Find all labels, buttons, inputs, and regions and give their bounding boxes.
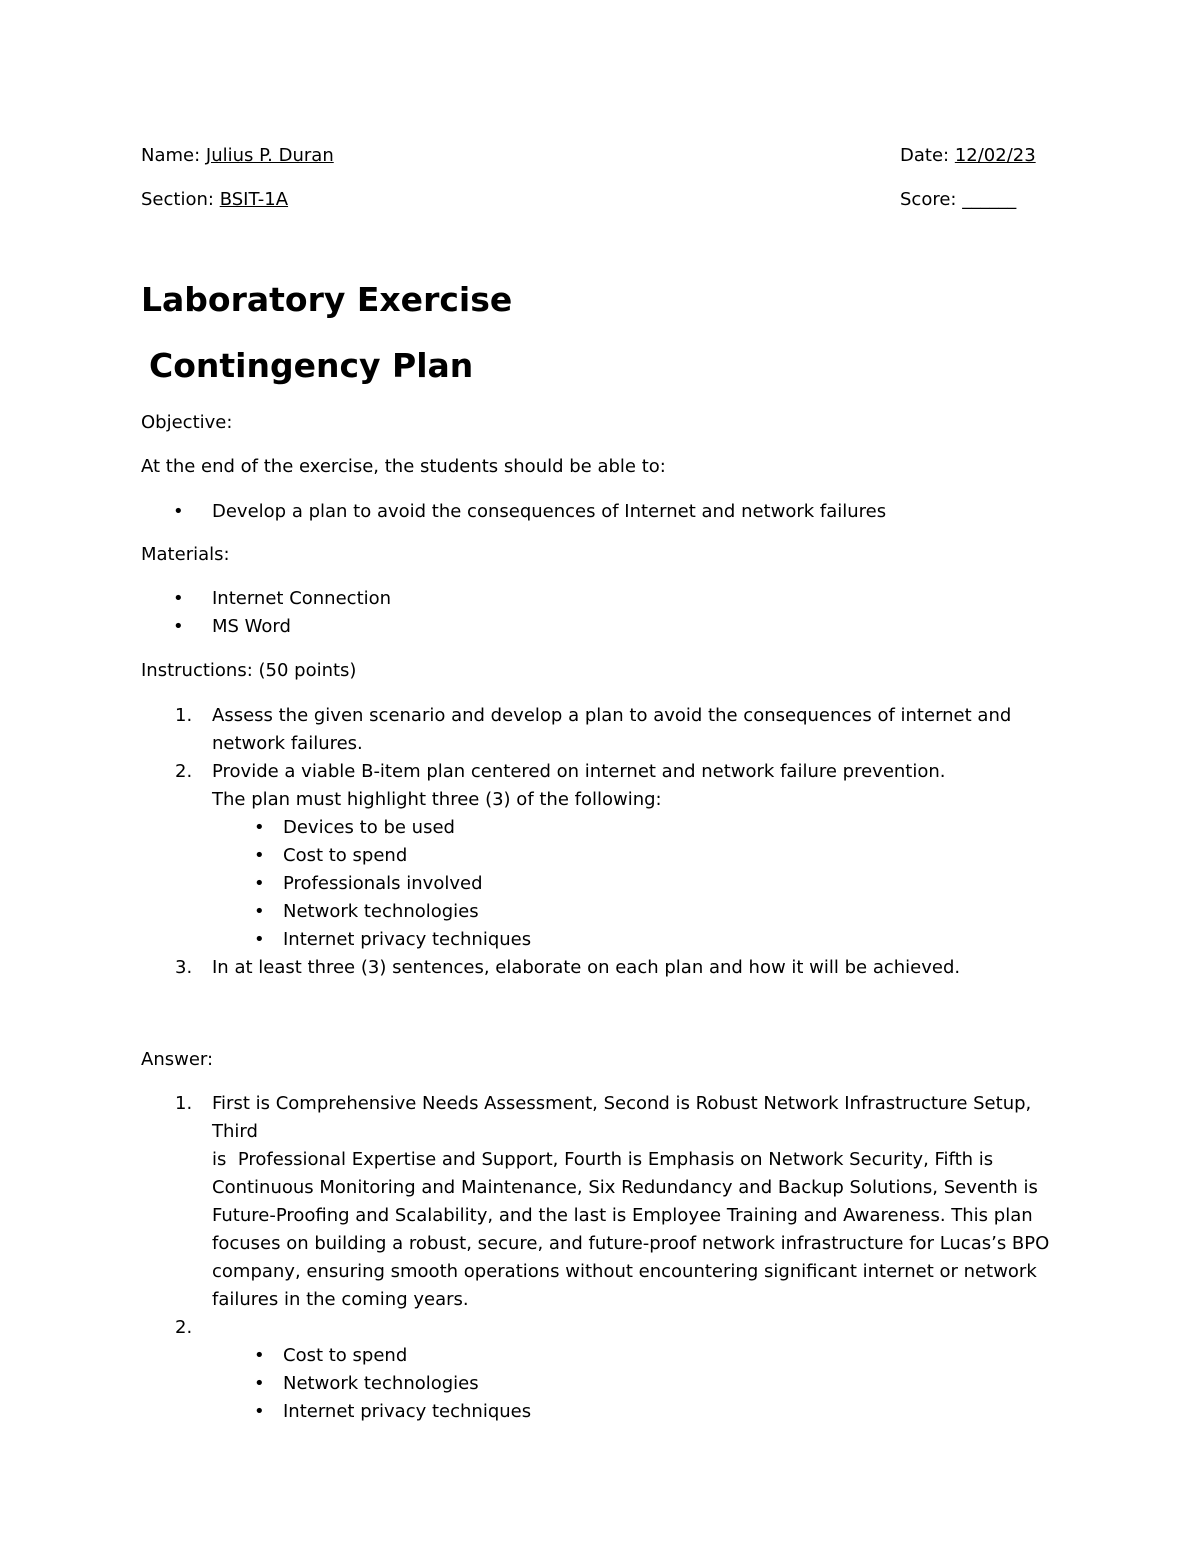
- materials-heading: Materials:: [141, 544, 230, 565]
- document-title: Laboratory Exercise: [141, 280, 513, 319]
- answer-line: Continuous Monitoring and Maintenance, Six Redundancy and Backup Solutions, Seventh is: [212, 1177, 1038, 1198]
- name-value: Julius P. Duran: [205, 145, 334, 166]
- list-number: 1.: [175, 705, 193, 726]
- instruction-text: In at least three (3) sentences, elaborate on each plan and how it will be achieved.: [212, 957, 961, 978]
- name-label: Name:: [141, 145, 201, 166]
- document-subtitle: Contingency Plan: [149, 346, 474, 385]
- instructions-list: [141, 702, 1081, 982]
- list-number: 2.: [175, 1317, 193, 1338]
- list-item: • Internet privacy techniques: [212, 1398, 1081, 1426]
- answer-line: Future-Proofing and Scalability, and the last is Employee Training and Awareness. This plan: [212, 1205, 1033, 1226]
- list-number: 1.: [175, 1093, 193, 1114]
- section-label: Section:: [141, 189, 214, 210]
- empty-line: [212, 1314, 1081, 1342]
- answer-line: focuses on building a robust, secure, and future-proof network infrastructure for Lucas’s BPO: [212, 1233, 1050, 1254]
- list-item: • Internet privacy techniques: [212, 926, 1081, 954]
- answer-sublist: [212, 1342, 1081, 1426]
- list-item: • Network technologies: [212, 898, 1081, 926]
- instructions-heading: Instructions: (50 points): [141, 660, 357, 681]
- list-item: • Professionals involved: [212, 870, 1081, 898]
- objective-list: [141, 498, 1081, 526]
- list-item: [141, 1090, 1081, 1314]
- list-item: • Cost to spend: [212, 1342, 1081, 1370]
- instruction-text: Provide a viable B-item plan centered on internet and network failure prevention.: [212, 761, 946, 782]
- list-item: • Network technologies: [212, 1370, 1081, 1398]
- date-field: [900, 142, 1036, 170]
- list-item: • Internet Connection: [141, 585, 1081, 613]
- date-value: 12/02/23: [954, 145, 1036, 166]
- list-item: • Devices to be used: [212, 814, 1081, 842]
- instruction-text: The plan must highlight three (3) of the following:: [212, 789, 662, 810]
- answer-line: company, ensuring smooth operations without encountering significant internet or network: [212, 1261, 1037, 1282]
- section-value: BSIT-1A: [219, 189, 289, 210]
- list-item: [141, 1314, 1081, 1426]
- score-label: Score:: [900, 189, 957, 210]
- instruction-sublist: [212, 814, 1081, 954]
- section-field: [141, 186, 288, 214]
- list-number: 3.: [175, 957, 193, 978]
- answer-heading: Answer:: [141, 1049, 214, 1070]
- answer-line: First is Comprehensive Needs Assessment, Second is Robust Network Infrastructure Setup, Third: [212, 1093, 1032, 1142]
- answer-line: is Professional Expertise and Support, Fourth is Emphasis on Network Security, Fifth is: [212, 1149, 994, 1170]
- objective-intro: At the end of the exercise, the students should be able to:: [141, 456, 666, 477]
- list-item: [141, 758, 1081, 954]
- score-field: [900, 186, 1016, 214]
- answer-line: failures in the coming years.: [212, 1289, 469, 1310]
- list-number: 2.: [175, 761, 193, 782]
- objective-heading: Objective:: [141, 412, 233, 433]
- list-item: • MS Word: [141, 613, 1081, 641]
- list-item: [141, 702, 1081, 758]
- list-item: • Develop a plan to avoid the consequences of Internet and network failures: [141, 498, 1081, 526]
- name-field: [141, 142, 334, 170]
- score-value: ______: [962, 189, 1017, 210]
- materials-list: [141, 585, 1081, 641]
- list-item: [141, 954, 1081, 982]
- date-label: Date:: [900, 145, 950, 166]
- instruction-text: Assess the given scenario and develop a plan to avoid the consequences of internet and network failures.: [212, 705, 1012, 754]
- answer-list: [141, 1090, 1081, 1426]
- list-item: • Cost to spend: [212, 842, 1081, 870]
